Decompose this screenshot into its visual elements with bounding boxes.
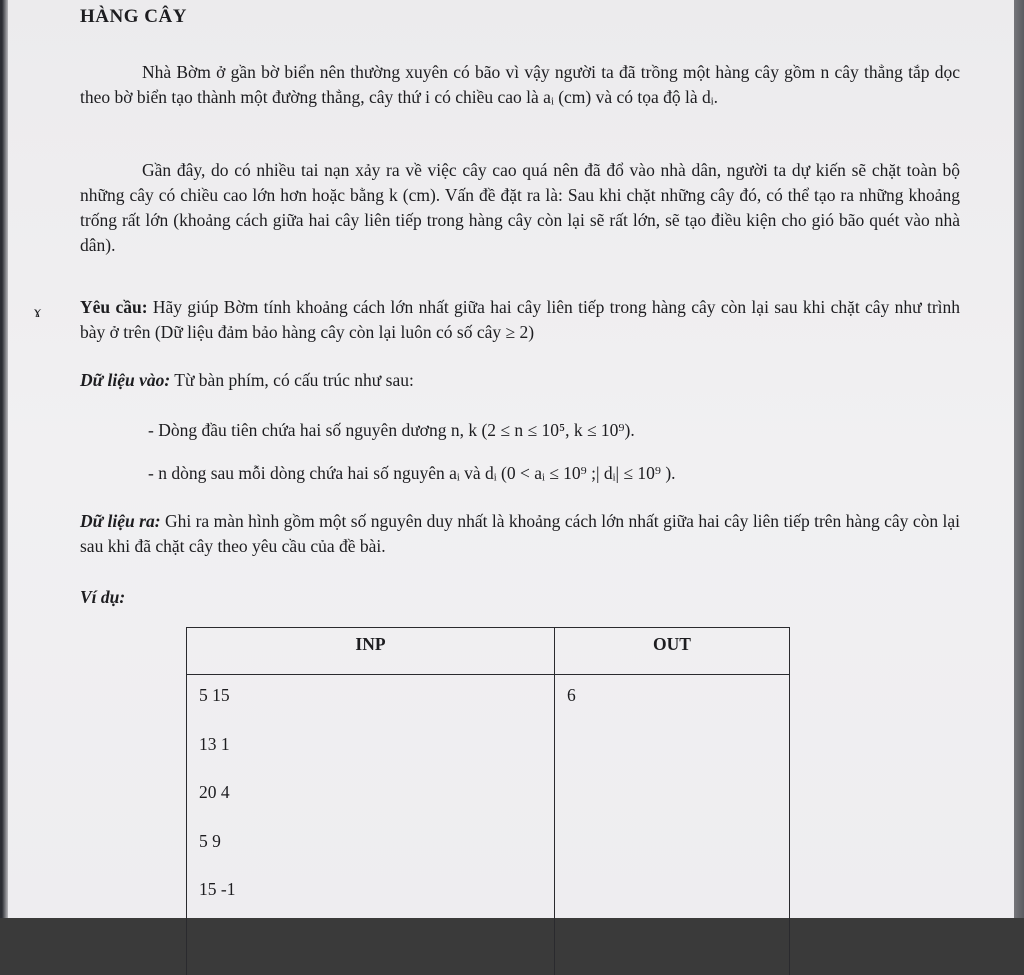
- output-text: Ghi ra màn hình gồm một số nguyên duy nhất là khoảng cách lớn nhất giữa hai cây liên tiếp trên hàng cây còn lại sau khi đã chặt cây theo yêu cầu của đề bài.: [80, 511, 960, 556]
- header-out: OUT: [555, 628, 790, 675]
- out-line: 6: [567, 685, 576, 705]
- paragraph-intro: Nhà Bờm ở gần bờ biển nên thường xuyên có bão vì vậy người ta đã trồng một hàng cây gồm n cây thẳng tắp dọc theo bờ biển tạo thành một đường thẳng, cây thứ i có chiều cao là aᵢ (cm) và có tọa độ là dᵢ.: [80, 62, 960, 107]
- requirement-section: [80, 295, 960, 345]
- input-line-1: - Dòng đầu tiên chứa hai số nguyên dương n, k (2 ≤ n ≤ 10⁵, k ≤ 10⁹).: [148, 420, 635, 440]
- inp-line: 20 4: [199, 782, 230, 802]
- input-label: Dữ liệu vào:: [80, 370, 171, 390]
- margin-mark-icon: ɤ: [34, 304, 42, 321]
- input-line-2: - n dòng sau mỗi dòng chứa hai số nguyên aᵢ và dᵢ (0 < aᵢ ≤ 10⁹ ;| dᵢ| ≤ 10⁹ ).: [148, 463, 676, 483]
- paragraph-context: Gần đây, do có nhiều tai nạn xảy ra về việc cây cao quá nên đã đổ vào nhà dân, người ta dự kiến sẽ chặt toàn bộ những cây có chiều cao lớn hơn hoặc bằng k (cm). Vấn đề đặt ra là: Sau khi chặt những cây đó, có thể tạo ra những khoảng trống rất lớn (khoảng cách giữa hai cây liên tiếp trong hàng cây còn lại sẽ rất lớn, sẽ tạo điều kiện cho gió bão quét vào nhà dân).: [80, 160, 960, 255]
- output-label: Dữ liệu ra:: [80, 511, 161, 531]
- table-row: [187, 675, 790, 975]
- input-intro-text: Từ bàn phím, có cấu trúc như sau:: [170, 370, 414, 390]
- problem-title: HÀNG CÂY: [80, 6, 187, 27]
- out-cell: [555, 675, 790, 975]
- example-label: Ví dụ:: [80, 587, 126, 607]
- requirement-label: Yêu cầu:: [80, 297, 148, 317]
- requirement-text: Hãy giúp Bờm tính khoảng cách lớn nhất giữa hai cây liên tiếp trong hàng cây còn lại sau khi chặt cây như trình bày ở trên (Dữ liệu đảm bảo hàng cây còn lại luôn có số cây ≥ 2): [80, 297, 961, 342]
- inp-cell: [187, 675, 555, 975]
- output-section: [80, 509, 960, 559]
- inp-line: 13 1: [199, 733, 230, 754]
- input-section: [80, 368, 960, 393]
- document-page: [8, 0, 1014, 918]
- table-header-row: [187, 628, 790, 675]
- inp-line: 15 -1: [199, 879, 236, 899]
- inp-line: 5 9: [199, 830, 221, 851]
- header-inp: INP: [187, 628, 555, 675]
- example-table: [186, 627, 790, 975]
- inp-line: 5 15: [199, 685, 230, 705]
